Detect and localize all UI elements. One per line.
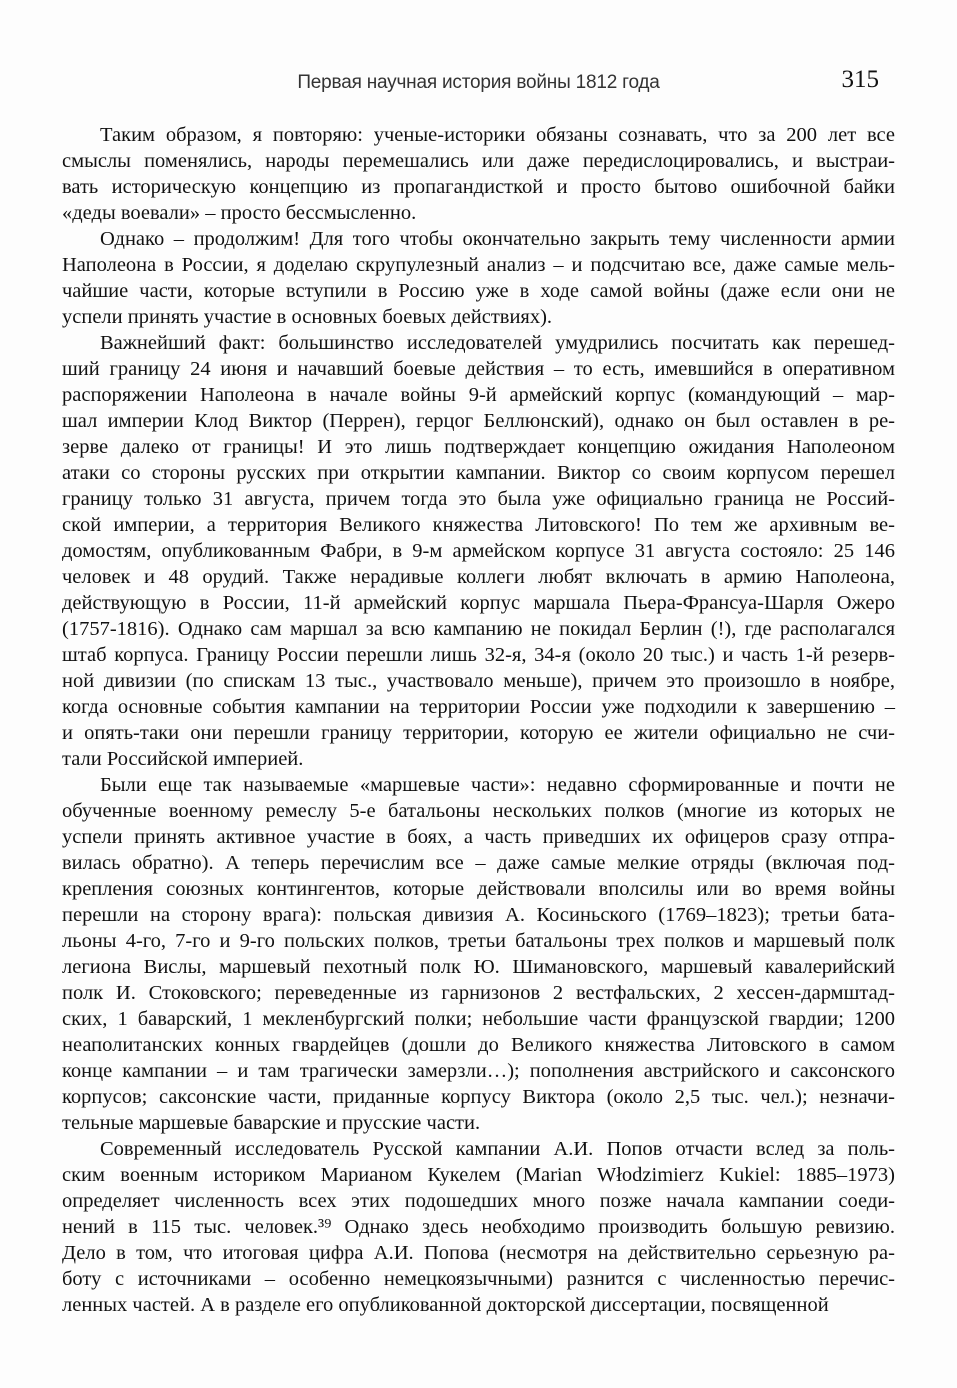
text-line <box>62 616 895 642</box>
text-line <box>62 512 895 538</box>
text-line <box>62 746 895 772</box>
text-line-content: Таким образом, я повторяю: ученые-историки обязаны сознавать, что за 200 лет все <box>100 124 895 146</box>
text-line <box>62 798 895 824</box>
text-line-content: перешли на сторону врага): польская дивизия А. Косиньского (1769–1823); третьи бата- <box>62 904 895 926</box>
text-line-content: ной дивизии (по спискам 13 тыс., участвовало меньше), причем это произошло в ноябре, <box>62 670 895 692</box>
text-line-content: льоны 4-го, 7-го и 9-го польских полков, третьи батальоны трех полков и маршевый полк <box>62 930 895 952</box>
text-line <box>62 824 895 850</box>
paragraph <box>62 226 895 330</box>
text-line <box>62 1240 895 1266</box>
text-line-content: конце кампании – и там трагически замерзли…); пополнения австрийского и саксонского <box>62 1060 895 1082</box>
text-line-content: «деды воевали» – просто бессмысленно. <box>62 202 417 224</box>
text-line-content: Однако – продолжим! Для того чтобы окончательно закрыть тему численности армии <box>100 228 895 250</box>
text-line-content: вилась обратно). А теперь перечислим все – даже самые мелкие отряды (включая под- <box>62 852 895 874</box>
text-line <box>62 148 895 174</box>
text-line-content: определяет численность всех этих подошедших много позже начала кампании соеди- <box>62 1190 895 1212</box>
text-line <box>62 252 895 278</box>
text-line <box>62 642 895 668</box>
text-line-content: крепления союзных контингентов, которые действовали вполсилы или во время войны <box>62 878 895 900</box>
text-line-content: полк И. Стоковского; переведенные из гарнизонов 2 вестфальских, 2 хессен-дармштад- <box>62 982 895 1004</box>
text-line <box>62 382 895 408</box>
text-line-content: шал империи Клод Виктор (Перрен), герцог Беллюнский), однако он был оставлен в ре- <box>62 410 895 432</box>
text-line <box>62 902 895 928</box>
text-line <box>62 954 895 980</box>
text-line <box>62 564 895 590</box>
text-line <box>62 1110 895 1136</box>
text-line-content: Современный исследователь Русской кампании А.И. Попов отчасти вслед за поль- <box>100 1138 895 1160</box>
paragraph <box>62 1136 895 1318</box>
text-line-content: когда основные события кампании на территории России уже подходили к завершению – <box>62 696 895 718</box>
text-line <box>62 694 895 720</box>
text-line-content: действующую в России, 11-й армейский корпус маршала Пьера-Франсуа-Шарля Ожеро <box>62 592 895 614</box>
text-line <box>62 330 895 356</box>
text-line-content: Дело в том, что итоговая цифра А.И. Попова (несмотря на действительно серьезную ра- <box>62 1242 895 1264</box>
text-line <box>62 1266 895 1292</box>
text-line-content: легиона Вислы, маршевый пехотный полк Ю. Шимановского, маршевый кавалерийский <box>62 956 895 978</box>
text-line-content: успели принять активное участие в боях, а часть приведших их офицеров сразу отпра- <box>62 826 895 848</box>
text-line <box>62 1032 895 1058</box>
text-line-content: границу только 31 августа, причем тогда это была уже официально граница не Россий- <box>62 488 895 510</box>
text-line-content: тельные маршевые баварские и прусские части. <box>62 1112 481 1134</box>
text-line-content: Были еще так называемые «маршевые части»: недавно сформированные и почти не <box>100 774 895 796</box>
running-title: Первая научная история войны 1812 года <box>297 72 660 93</box>
text-line <box>62 1188 895 1214</box>
text-line-content: ских, 1 баварский, 1 мекленбургский полки; небольшие части французской гвардии; 1200 <box>62 1008 895 1030</box>
text-line <box>62 928 895 954</box>
text-line <box>62 434 895 460</box>
text-line <box>62 408 895 434</box>
text-line-content: успели принять участие в основных боевых действиях). <box>62 306 553 328</box>
text-line-content: атаки со стороны русских при открытии кампании. Виктор со своим корпусом перешел <box>62 462 895 484</box>
text-line <box>62 174 895 200</box>
paragraph <box>62 772 895 1136</box>
text-line <box>62 1162 895 1188</box>
text-line <box>62 304 895 330</box>
text-line-content: (1757-1816). Однако сам маршал за всю кампанию не покидал Берлин (!), где располагался <box>62 618 895 640</box>
text-column <box>62 122 895 1318</box>
text-line-content: смыслы поменялись, народы перемешались или даже передислоцировались, и выстраи- <box>62 150 895 172</box>
text-line <box>62 356 895 382</box>
text-line <box>62 200 895 226</box>
text-line-content: человек и 48 орудий. Также нерадивые коллеги любят включать в армию Наполеона, <box>62 566 895 588</box>
text-line <box>62 772 895 798</box>
text-line-content: боту с источниками – особенно немецкоязычными) разнится с численностью перечис- <box>62 1268 895 1290</box>
paragraph <box>62 122 895 226</box>
text-line-content: тали Российской империей. <box>62 748 304 770</box>
text-line <box>62 278 895 304</box>
text-line <box>62 980 895 1006</box>
text-line <box>62 1006 895 1032</box>
text-line <box>62 538 895 564</box>
text-line-content: распоряжении Наполеона в начале войны 9-й армейский корпус (командующий – мар- <box>62 384 895 406</box>
text-line-content: чайшие части, которые вступили в Россию уже в ходе самой войны (даже если они не <box>62 280 895 302</box>
text-line <box>62 720 895 746</box>
text-line-content: ским военным историком Марианом Кукелем (Marian Włodzimierz Kukiel: 1885–1973) <box>62 1164 895 1186</box>
text-line <box>62 486 895 512</box>
text-line-content: обученные военному ремеслу 5-е батальоны нескольких полков (многие из которых не <box>62 800 895 822</box>
text-line-content: и опять-таки они перешли границу территории, которую ее жители официально не счи- <box>62 722 895 744</box>
text-line <box>62 460 895 486</box>
text-line-content: ленных частей. А в разделе его опубликованной докторской диссертации, посвященной <box>62 1294 829 1316</box>
text-line-content: корпусов; саксонские части, приданные корпусу Виктора (около 2,5 тыс. чел.); незначи- <box>62 1086 895 1108</box>
text-line <box>62 590 895 616</box>
text-line <box>62 850 895 876</box>
text-line-content: ший границу 24 июня и начавший боевые действия – то есть, имевшийся в оперативном <box>62 358 895 380</box>
text-line-content: ской империи, а территория Великого княжества Литовского! По тем же архивным ве- <box>62 514 895 536</box>
text-line-content: нений в 115 тыс. человек.³⁹ Однако здесь необходимо производить большую ревизию. <box>62 1216 895 1238</box>
paragraph <box>62 330 895 772</box>
text-line <box>62 876 895 902</box>
page-number: 315 <box>841 66 879 93</box>
text-line-content: зерве далеко от границы! И это лишь подтверждает концепцию ожидания Наполеоном <box>62 436 895 458</box>
text-line <box>62 1058 895 1084</box>
text-line <box>62 1084 895 1110</box>
text-line-content: вать историческую концепцию из пропагандисткой и просто бытово ошибочной байки <box>62 176 895 198</box>
text-line <box>62 1292 895 1318</box>
text-line <box>62 1214 895 1240</box>
text-line-content: домостям, опубликованным Фабри, в 9-м армейском корпусе 31 августа состояло: 25 146 <box>62 540 895 562</box>
text-line-content: штаб корпуса. Границу России перешли лишь 32-я, 34-я (около 20 тыс.) и часть 1-й резерв- <box>62 644 895 666</box>
text-line-content: Важнейший факт: большинство исследователей умудрились посчитать как перешед- <box>100 332 895 354</box>
text-line-content: Наполеона в России, я доделаю скрупулезный анализ – и подсчитаю все, даже самые мель- <box>62 254 895 276</box>
text-line-content: неаполитанских конных гвардейцев (дошли до Великого княжества Литовского в самом <box>62 1034 895 1056</box>
text-line <box>62 122 895 148</box>
text-line <box>62 668 895 694</box>
text-line <box>62 226 895 252</box>
text-line <box>62 1136 895 1162</box>
page-header <box>62 68 895 102</box>
